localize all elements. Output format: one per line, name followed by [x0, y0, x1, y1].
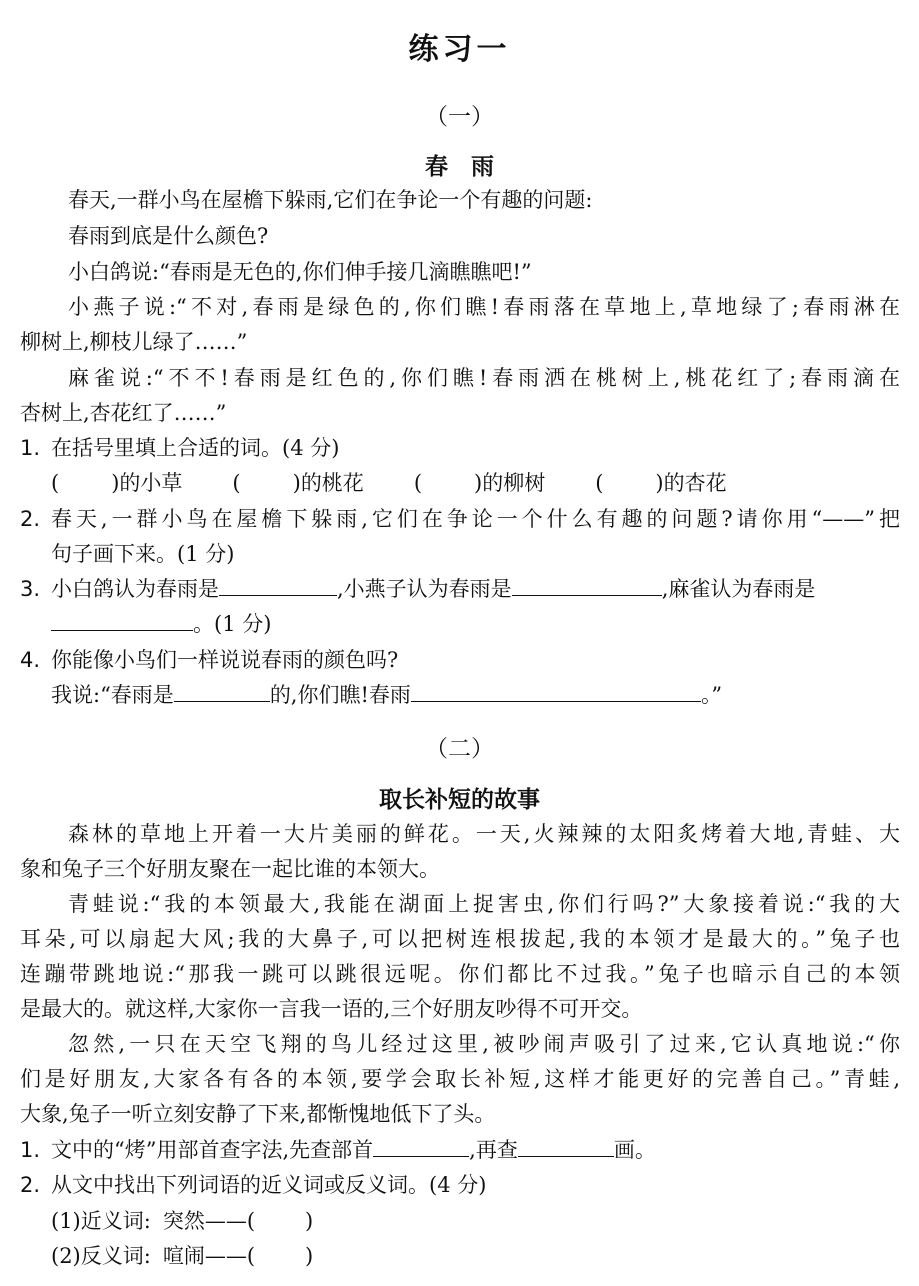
fill-in-item[interactable]: ( )的小草 [51, 471, 183, 495]
question-text: 句子画下来。(1 分) [51, 542, 235, 566]
answer-blank[interactable] [512, 573, 662, 596]
paragraph-line: 们是好朋友,大家各有各的本领,要学会取长补短,这样才能更好的完善自己。”青蛙, [20, 1067, 900, 1091]
fill-in-item[interactable]: ( )的桃花 [232, 471, 364, 495]
paragraph-line: 森林的草地上开着一大片美丽的鲜花。一天,火辣辣的太阳炙烤着大地,青蛙、大 [68, 822, 900, 846]
question-text: 从文中找出下列词语的近义词或反义词。(4 分) [51, 1173, 487, 1197]
question-number: 2. [20, 507, 41, 531]
page-title: 练习一 [408, 32, 511, 67]
answer-blank[interactable] [51, 608, 193, 631]
paragraph-line: 小白鸽说:“春雨是无色的,你们伸手接几滴瞧瞧吧!” [68, 260, 532, 284]
paragraph-line: 忽然,一只在天空飞翔的鸟儿经过这里,被吵闹声吸引了过来,它认真地说:“你 [68, 1032, 900, 1056]
paragraph-line: 象和兔子三个好朋友聚在一起比谁的本领大。 [20, 857, 440, 881]
question-text: 在括号里填上合适的词。(4 分) [51, 436, 340, 460]
paragraph-line: 杏树上,杏花红了……” [20, 401, 227, 425]
answer-blank[interactable] [411, 679, 701, 702]
antonym-item[interactable]: (2)反义词: 喧闹——( ) [51, 1244, 314, 1268]
fill-in-item[interactable]: ( )的杏花 [595, 471, 727, 495]
question-text: 文中的“烤”用部首查字法,先查部首 ,再查 画。 [51, 1133, 900, 1167]
question-number: 1. [20, 436, 41, 460]
paragraph-line: 春天,一群小鸟在屋檐下躲雨,它们在争论一个有趣的问题: [68, 188, 593, 212]
synonym-item[interactable]: (1)近义词: 突然——( ) [51, 1209, 314, 1233]
question-number: 3. [20, 577, 41, 601]
question-number: 4. [20, 648, 41, 672]
fill-in-row [51, 466, 900, 500]
answer-blank[interactable] [219, 573, 337, 596]
question-text: 春天,一群小鸟在屋檐下躲雨,它们在争论一个什么有趣的问题?请你用“——”把 [51, 507, 900, 531]
paragraph-line: 青蛙说:“我的本领最大,我能在湖面上捉害虫,你们行吗?”大象接着说:“我的大 [68, 892, 900, 916]
passage-title-1: 春 雨 [425, 154, 494, 180]
paragraph-line: 麻雀说:“不不!春雨是红色的,你们瞧!春雨洒在桃树上,桃花红了;春雨滴在 [68, 366, 900, 390]
section-heading-1: （一） [425, 104, 494, 130]
paragraph-line: 耳朵,可以扇起大风;我的大鼻子,可以把树连根拔起,我的本领才是最大的。”兔子也 [20, 927, 900, 951]
passage-title-2: 取长补短的故事 [379, 787, 540, 813]
question-text: 小白鸽认为春雨是 ,小燕子认为春雨是 ,麻雀认为春雨是 [51, 572, 900, 606]
section-heading-2: （二） [425, 736, 494, 762]
paragraph-line: 是最大的。就这样,大家你一言我一语的,三个好朋友吵得不可开交。 [20, 997, 643, 1021]
question-text: 。(1 分) [51, 607, 900, 641]
paragraph-line: 春雨到底是什么颜色? [68, 224, 269, 248]
fill-in-item[interactable]: ( )的柳树 [413, 471, 546, 495]
paragraph-line: 柳树上,柳枝儿绿了……” [20, 330, 248, 354]
question-text: 我说:“春雨是 的,你们瞧!春雨 。” [51, 678, 900, 712]
answer-blank[interactable] [518, 1134, 614, 1157]
question-number: 2. [20, 1173, 41, 1197]
answer-blank[interactable] [174, 679, 270, 702]
question-number: 1. [20, 1138, 41, 1162]
paragraph-line: 小燕子说:“不对,春雨是绿色的,你们瞧!春雨落在草地上,草地绿了;春雨淋在 [68, 295, 900, 319]
paragraph-line: 连蹦带跳地说:“那我一跳可以跳很远呢。你们都比不过我。”兔子也暗示自己的本领 [20, 962, 900, 986]
question-text: 你能像小鸟们一样说说春雨的颜色吗? [51, 648, 399, 672]
answer-blank[interactable] [373, 1134, 469, 1157]
paragraph-line: 大象,兔子一听立刻安静了下来,都惭愧地低下了头。 [20, 1102, 496, 1126]
